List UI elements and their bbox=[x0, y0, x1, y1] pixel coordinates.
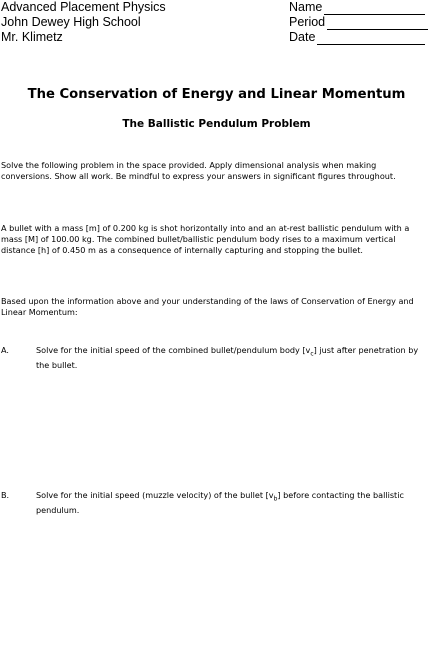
instructions-paragraph: Solve the following problem in the space provided. Apply dimensional analysis when making conversions. Show all work. Be mindful to express your answers in significant figures throughout. bbox=[1, 160, 396, 181]
date-field bbox=[289, 30, 428, 45]
school-name: John Dewey High School bbox=[1, 15, 141, 29]
course-name: Advanced Placement Physics bbox=[1, 0, 166, 14]
question-b-letter: B. bbox=[1, 490, 10, 500]
problem-statement: A bullet with a mass [m] of 0.200 kg is shot horizontally into and an at-rest ballistic pendulum with a mass [M] of 100.00 kg. The combined bullet/ballistic pendulum body rises to a maximum vertical distance [h] of 0.450 m as a consequence of internally capturing and stopping the bullet. bbox=[1, 223, 410, 255]
name-field bbox=[289, 0, 428, 15]
question-a-subscript: c bbox=[310, 350, 314, 358]
period-blank-line bbox=[327, 18, 428, 30]
header-course-info bbox=[1, 0, 166, 45]
page-subtitle: The Ballistic Pendulum Problem bbox=[122, 118, 311, 130]
name-label: Name bbox=[289, 0, 323, 14]
question-a-letter: A. bbox=[1, 345, 9, 355]
date-label: Date bbox=[289, 30, 316, 44]
header-student-fields bbox=[289, 0, 428, 45]
question-b-text: Solve for the initial speed (muzzle velocity) of the bullet $[v_b]$ before contacting the ballistic pendulum. bbox=[36, 490, 404, 515]
teacher-name: Mr. Klimetz bbox=[1, 30, 63, 44]
date-blank-line bbox=[317, 33, 425, 45]
page-title: The Conservation of Energy and Linear Momentum bbox=[27, 87, 406, 102]
question-b-subscript: b bbox=[273, 495, 278, 503]
name-blank-line bbox=[324, 3, 425, 15]
period-label: Period bbox=[289, 15, 326, 29]
question-a-text: Solve for the initial speed of the combined bullet/pendulum body $[v_c]$ just after penetration by the bullet. bbox=[36, 345, 419, 370]
period-field bbox=[289, 15, 428, 30]
lead-in-paragraph: Based upon the information above and your understanding of the laws of Conservation of Energy and Linear Momentum: bbox=[1, 296, 414, 317]
